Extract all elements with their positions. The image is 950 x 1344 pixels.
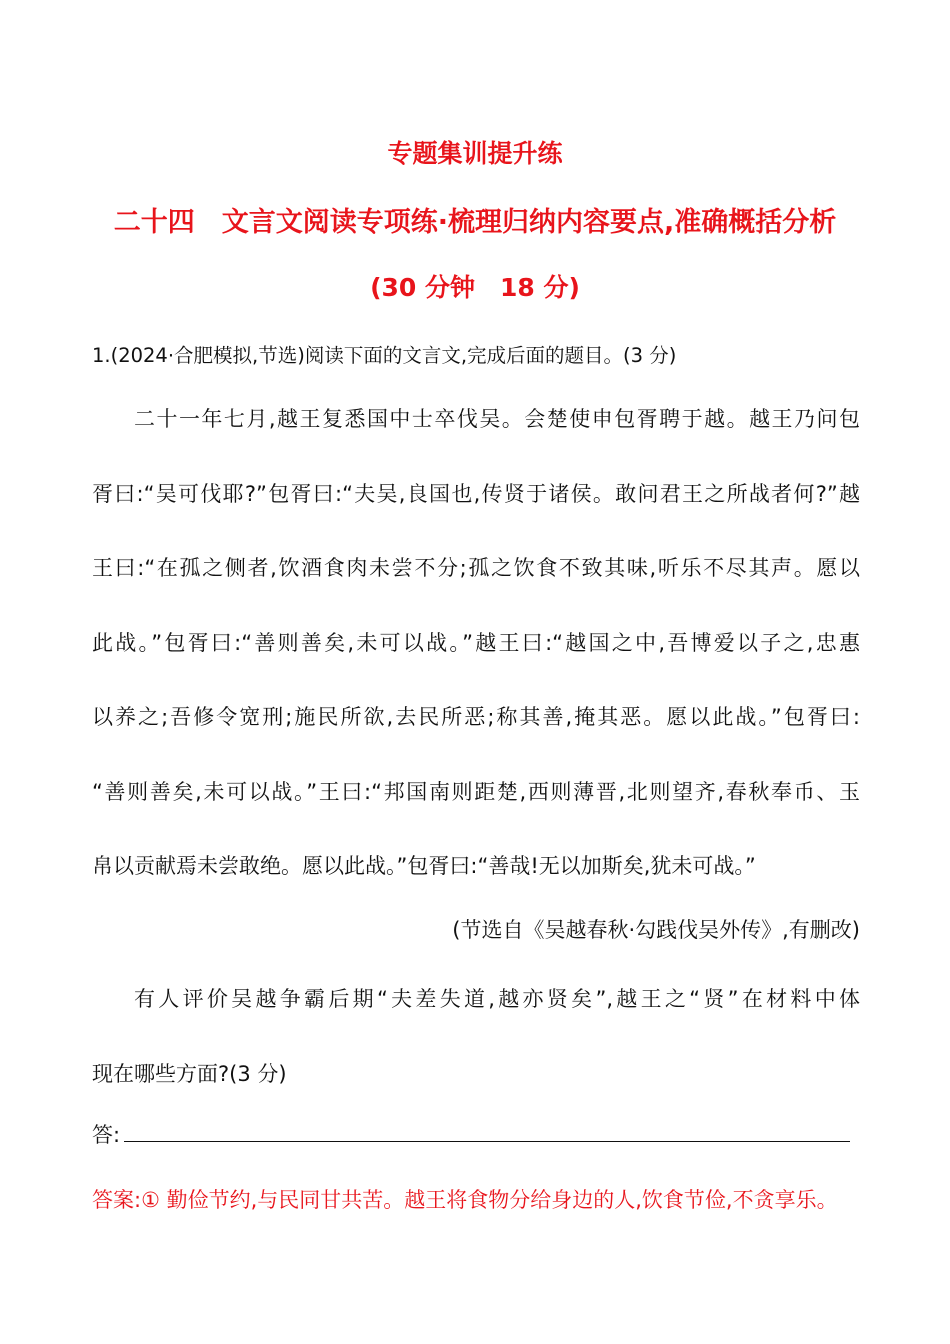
passage-line: 帛以贡献焉未尝敢绝。愿以此战。”包胥曰:“善哉!无以加斯矣,犹未可战。” xyxy=(92,854,756,878)
series-title: 专题集训提升练 xyxy=(387,139,563,168)
passage-line: 胥曰:“吴可伐耶?”包胥曰:“夫吴,良国也,传贤于诸侯。敢问君王之所战者何?”越 xyxy=(92,481,860,506)
sub-question xyxy=(92,962,860,1111)
time-score: (30 分钟 18 分) xyxy=(370,273,580,302)
question-stem: 1.(2024·合肥模拟,节选)阅读下面的文言文,完成后面的题目。(3 分) xyxy=(92,344,677,367)
passage-line: 王曰:“在孤之侧者,饮酒食肉未尝不分;孤之饮食不致其味,听乐不尽其声。愿以 xyxy=(92,556,860,580)
answer-field xyxy=(92,1117,850,1149)
answer-key: 答案:① 勤俭节约,与民同甘共苦。越王将食物分给身边的人,饮食节俭,不贪享乐。 xyxy=(92,1188,838,1212)
passage-line: 以养之;吾修令宽刑;施民所欲,去民所恶;称其善,掩其恶。愿以此战。”包胥曰: xyxy=(92,705,860,729)
passage-source: (节选自《吴越春秋·勾践伐吴外传》,有删改) xyxy=(452,918,860,942)
passage-line: 此战。”包胥曰:“善则善矣,未可以战。”越王曰:“越国之中,吾博爱以子之,忠惠 xyxy=(92,630,860,655)
answer-label: 答: xyxy=(92,1123,121,1147)
sub-question-line: 有人评价吴越争霸后期“夫差失道,越亦贤矣”,越王之“贤”在材料中体 xyxy=(134,987,860,1011)
unit-title: 二十四 文言文阅读专项练·梳理归纳内容要点,准确概括分析 xyxy=(113,207,837,238)
sub-question-line: 现在哪些方面?(3 分) xyxy=(92,1061,287,1086)
passage xyxy=(92,382,860,904)
passage-line: “善则善矣,未可以战。”王曰:“邦国南则距楚,西则薄晋,北则望齐,春秋奉币、玉 xyxy=(92,779,860,804)
passage-line: 二十一年七月,越王复悉国中士卒伐吴。会楚使申包胥聘于越。越王乃问包 xyxy=(134,407,860,431)
answer-blank-line xyxy=(124,1117,850,1142)
